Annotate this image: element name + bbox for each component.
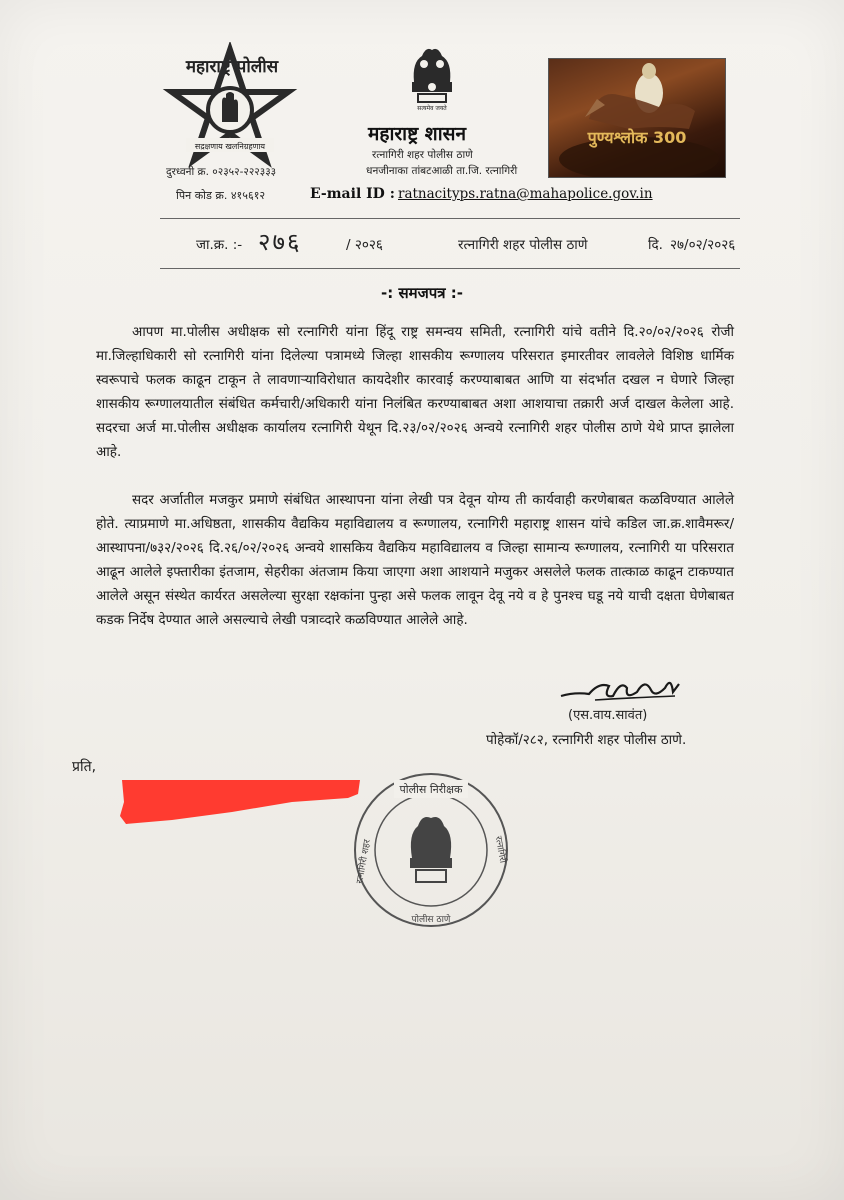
- signatory-name: (एस.वाय.सावंत): [568, 708, 648, 723]
- header-divider: [160, 218, 740, 219]
- svg-text:पोलीस निरीक्षक: पोलीस निरीक्षक: [399, 783, 463, 796]
- signatory-post: पोहेकॉ/२८२, रत्नागिरी शहर पोलीस ठाणे.: [486, 732, 687, 748]
- reference-row: [196, 228, 756, 261]
- svg-text:पुण्यश्लोक 300: पुण्यश्लोक 300: [587, 128, 687, 147]
- punyashlok-300-image: [548, 58, 726, 178]
- svg-text:पोलीस ठाणे: पोलीस ठाणे: [411, 915, 451, 925]
- address-line: धनजीनाका तांबटआळी ता.जि. रत्नागिरी: [366, 165, 518, 177]
- phone-number: दुरध्वनी क्र. ०२३५२-२२२३३३: [166, 166, 277, 178]
- ref-date: २७/०२/२०२६: [670, 237, 736, 253]
- svg-text:रत्नागिरी शहर: रत्नागिरी शहर: [355, 838, 373, 885]
- recipient-label: प्रति,: [72, 759, 97, 775]
- svg-text:सद्रक्षणाय खलनिग्रहणाय: सद्रक्षणाय खलनिग्रहणाय: [194, 142, 266, 151]
- station-line: रत्नागिरी शहर पोलीस ठाणे: [372, 149, 473, 161]
- ref-prefix: जा.क्र. :-: [196, 237, 243, 253]
- ref-year: / २०२६: [346, 237, 383, 253]
- reference-divider: [160, 268, 740, 269]
- svg-text:सत्यमेव जयते: सत्यमेव जयते: [417, 105, 447, 112]
- body-paragraph-1: आपण मा.पोलीस अधीक्षक सो रत्नागिरी यांना हिंदू राष्ट्र समन्वय समिती, रत्नागिरी यांचे वतीने दि.२०/०२/२०२६ रोजी मा.जिल्हाधिकारी सो रत्नागिरी यांना दिलेल्या पत्रामध्ये जिल्हा शासकीय रूग्णालय परिसरात इमारतीवर लावलेले विशिष्ठ धार्मिक स्वरूपाचे फलक काढून टाकून ते लावणाऱ्याविरोधात कायदेशीर कारवाई करण्याबाबत आणि या संदर्भात दखल न घेणारे जिल्हा शासकीय रूग्णालयातील संबंधित कर्मचारी/अधिकारी यांना निलंबित करण्याबाबत अशा आशयाचा तक्रारी अर्ज दाखल केलेला आहे. सदरचा अर्ज मा.पोलीस अधीक्षक कार्यालय रत्नागिरी येथून दि.२३/०२/२०२६ अन्वये रत्नागिरी शहर पोलीस ठाणे येथे प्राप्त झालेला आहे.: [96, 324, 734, 460]
- svg-text:महाराष्ट्र पोलीस: महाराष्ट्र पोलीस: [185, 57, 279, 77]
- maharashtra-police-logo: [150, 42, 310, 172]
- email-label: E-mail ID :: [310, 186, 395, 202]
- email-address: ratnacityps.ratna@mahapolice.gov.in: [398, 186, 653, 202]
- document-title: -: समजपत्र :-: [381, 284, 463, 302]
- svg-text:रत्नागिरी: रत्नागिरी: [492, 835, 508, 864]
- ref-station: रत्नागिरी शहर पोलीस ठाणे: [458, 237, 588, 253]
- national-emblem: [400, 42, 464, 112]
- govt-title: महाराष्ट्र शासन: [368, 123, 467, 145]
- redaction-mark: [112, 772, 362, 832]
- body-paragraph-2: सदर अर्जातील मजकुर प्रमाणे संबंधित आस्थापना यांना लेखी पत्र देवून योग्य ती कार्यवाही करणेबाबत कळविण्यात आलेले होते. त्याप्रमाणे मा.अधिष्ठता, शासकीय वैद्यकिय महाविद्यालय व रूग्णालय, रत्नागिरी महाराष्ट्र शासन यांचे कडिल जा.क्र.शावैमरूर/आस्थापना/७३२/२०२६ दि.२६/०२/२०२६ अन्वये शासकिय वैद्यकिय महाविद्यालय व जिल्हा सामान्य रूग्णालय, रत्नागिरी या परिसरात आढून आलेले इफ्तारीका इंतजाम, सेहरीका अंतजाम किया जाएगा अशा आशयाने मजुकर असलेले फलक तात्काळ काढून टाकण्यात आलेले असून संस्थेत कार्यरत असलेल्या सुरक्षा रक्षकांना पुन्हा असे फलक लावून देवू नये व हे पुनश्च घडू नये याची दक्षता घेणेबाबत कडक निर्देष देण्यात आले असल्याचे लेखी पत्राव्दारे कळविण्यात आलेले आहे.: [96, 492, 734, 628]
- pin-code: पिन कोड क्र. ४१५६१२: [176, 189, 266, 202]
- ref-number: २७६: [258, 228, 302, 256]
- official-stamp: [346, 770, 516, 930]
- ref-date-label: दि.: [648, 237, 663, 253]
